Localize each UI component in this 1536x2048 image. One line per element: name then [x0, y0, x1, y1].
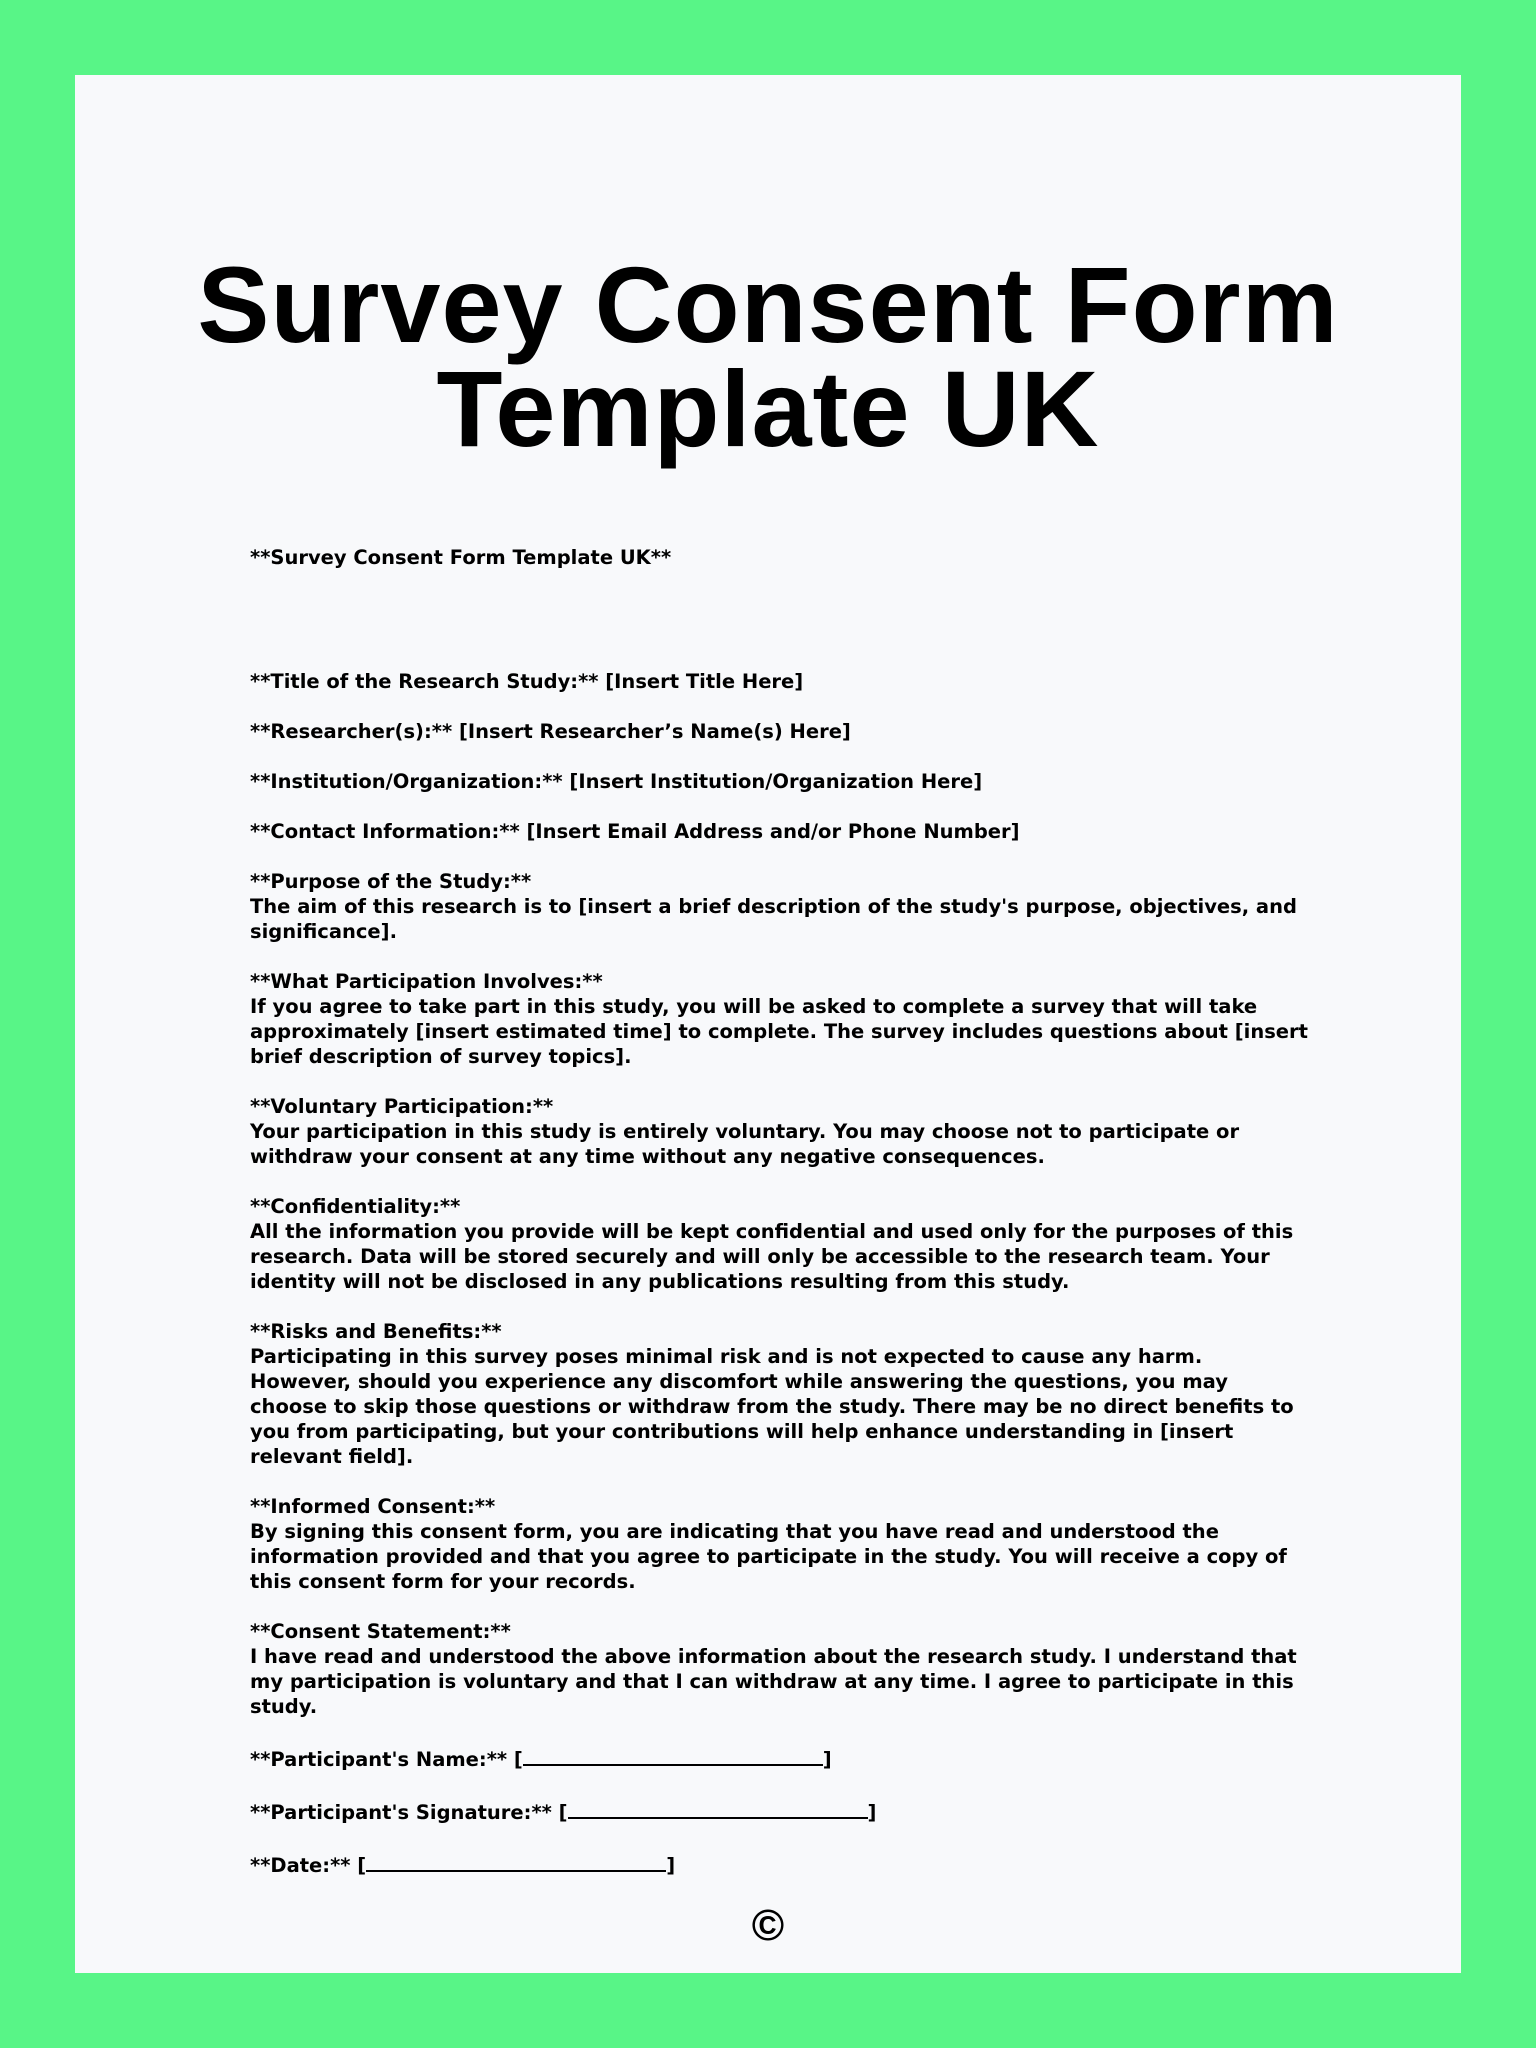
section-text: Participating in this survey poses minimal risk and is not expected to cause any harm. However, should you experience any discomfort while answering the questions, you may choose to skip those questions or withdraw from the study. There may be no direct benefits to you from participating, but your contributions will help enhance understanding in [insert relevant field]. [250, 1345, 1294, 1468]
institution-field: **Institution/Organization:** [Insert Institution/Organization Here] [250, 770, 983, 793]
section-consent-statement [250, 1619, 1310, 1719]
section-text: The aim of this research is to [insert a brief description of the study's purpose, objectives, and significance]. [250, 895, 1297, 943]
section-heading: **What Participation Involves:** [250, 970, 603, 993]
section-text: If you agree to take part in this study, you will be asked to complete a survey that will take approximately [insert estimated time] to complete. The survey includes questions about [insert brief description of survey topics]. [250, 995, 1308, 1068]
page-title-line-1: Survey Consent Form [197, 244, 1339, 365]
section-text: All the information you provide will be kept confidential and used only for the purposes of this research. Data will be stored securely and will only be accessible to the research team. Your identity will not be disclosed in any publications resulting from this study. [250, 1220, 1294, 1293]
date-blank[interactable] [366, 1850, 666, 1872]
date-label: **Date:** [ [250, 1854, 367, 1877]
document-heading: **Survey Consent Form Template UK** [250, 546, 672, 569]
study-title-field: **Title of the Research Study:** [Insert Title Here] [250, 670, 804, 693]
date-line [250, 1850, 1310, 1878]
section-purpose [250, 869, 1310, 944]
participant-name-label: **Participant's Name:** [ [250, 1748, 523, 1771]
section-heading: **Consent Statement:** [250, 1620, 511, 1643]
section-heading: **Purpose of the Study:** [250, 870, 532, 893]
participant-signature-label: **Participant's Signature:** [ [250, 1801, 568, 1824]
bracket-close: ] [822, 1748, 832, 1771]
bracket-close: ] [666, 1854, 676, 1877]
copyright-icon: © [751, 1901, 785, 1950]
section-text: By signing this consent form, you are indicating that you have read and understood the information provided and that you agree to participate in the study. You will receive a copy of this consent form for your records. [250, 1520, 1287, 1593]
bracket-close: ] [867, 1801, 877, 1824]
section-confidentiality [250, 1194, 1310, 1294]
section-text: I have read and understood the above information about the research study. I understand that my participation is voluntary and that I can withdraw at any time. I agree to participate in this study. [250, 1645, 1297, 1718]
section-participation [250, 969, 1310, 1069]
document-body [250, 545, 1310, 1903]
section-text: Your participation in this study is entirely voluntary. You may choose not to participate or withdraw your consent at any time without any negative consequences. [250, 1120, 1240, 1168]
participant-signature-blank[interactable] [568, 1797, 868, 1819]
participant-signature-line [250, 1797, 1310, 1825]
section-voluntary [250, 1094, 1310, 1169]
section-heading: **Voluntary Participation:** [250, 1095, 554, 1118]
participant-name-blank[interactable] [523, 1744, 823, 1766]
section-heading: **Informed Consent:** [250, 1495, 496, 1518]
section-risks [250, 1319, 1310, 1469]
section-heading: **Confidentiality:** [250, 1195, 461, 1218]
page-title [75, 244, 1461, 469]
participant-name-line [250, 1744, 1310, 1772]
document-page [75, 75, 1461, 1973]
section-informed-consent [250, 1494, 1310, 1594]
researchers-field: **Researcher(s):** [Insert Researcher’s Name(s) Here] [250, 720, 851, 743]
section-heading: **Risks and Benefits:** [250, 1320, 502, 1343]
page-title-line-2: Template UK [436, 348, 1100, 469]
contact-field: **Contact Information:** [Insert Email Address and/or Phone Number] [250, 820, 1020, 843]
